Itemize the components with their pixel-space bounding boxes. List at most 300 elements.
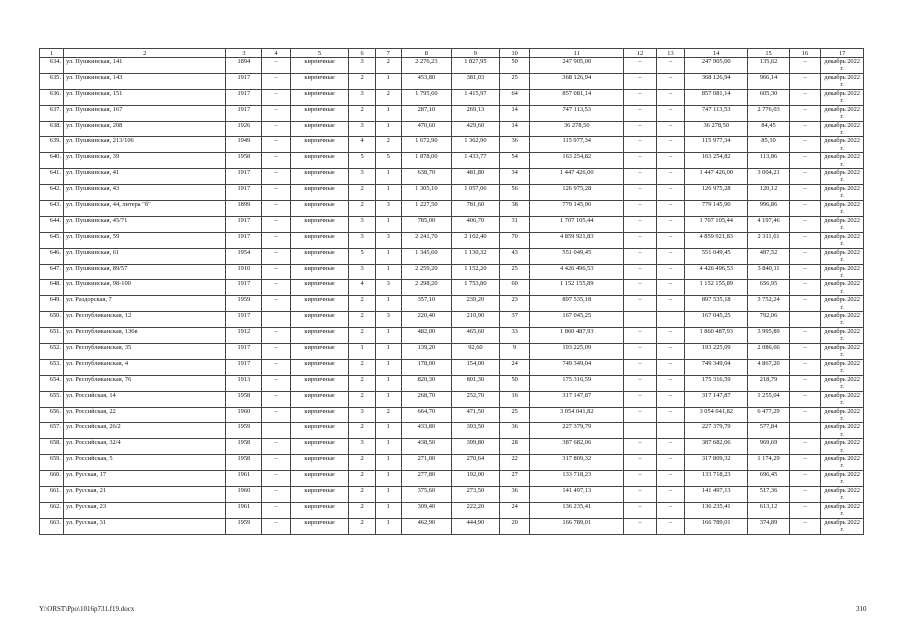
column-number-2: 2 bbox=[63, 49, 225, 58]
row-number-cell: 639. bbox=[40, 137, 64, 153]
entrances-cell: 1 bbox=[375, 471, 401, 487]
total-area-cell: 271,00 bbox=[401, 455, 451, 471]
completion-date-cell: декабрь 2022 г. bbox=[821, 328, 864, 344]
total-cost-cell: 133 718,23 bbox=[530, 471, 624, 487]
completion-date-cell: декабрь 2022 г. bbox=[821, 502, 864, 518]
col-16-cell: – bbox=[789, 518, 821, 534]
regional-fund-cost-cell: 747 113,53 bbox=[685, 105, 748, 121]
cost-per-sqm-cell: 577,84 bbox=[748, 423, 789, 439]
regional-fund-cost-cell: 136 235,41 bbox=[685, 502, 748, 518]
wall-material-cell: кирпичные bbox=[290, 455, 349, 471]
col-12-cell: – bbox=[624, 169, 657, 185]
residents-cell: 24 bbox=[499, 359, 530, 375]
col-13-cell: – bbox=[656, 471, 684, 487]
wall-material-cell: кирпичные bbox=[290, 264, 349, 280]
completion-date-cell: декабрь 2022 г. bbox=[821, 280, 864, 296]
address-cell: ул. Республиканская, 76 bbox=[63, 375, 225, 391]
address-cell: ул. Пушкинская, 43 bbox=[63, 185, 225, 201]
address-cell: ул. Республиканская, 4 bbox=[63, 359, 225, 375]
entrances-cell: 1 bbox=[375, 487, 401, 503]
address-cell: ул. Пушкинская, 44, литера "б" bbox=[63, 201, 225, 217]
table-row bbox=[40, 169, 864, 185]
table-row bbox=[40, 264, 864, 280]
floors-cell: 3 bbox=[349, 89, 375, 105]
col-16-cell: – bbox=[789, 89, 821, 105]
regional-fund-cost-cell: 1 152 155,89 bbox=[685, 280, 748, 296]
regional-fund-cost-cell: 1 860 487,93 bbox=[685, 328, 748, 344]
floors-cell: 3 bbox=[349, 232, 375, 248]
table-row bbox=[40, 328, 864, 344]
total-area-cell: 433,80 bbox=[401, 423, 451, 439]
entrances-cell: 2 bbox=[375, 407, 401, 423]
row-number-cell: 650. bbox=[40, 312, 64, 328]
completion-date-cell: декабрь 2022 г. bbox=[821, 312, 864, 328]
row-number-cell: 655. bbox=[40, 391, 64, 407]
column-number-13: 13 bbox=[656, 49, 684, 58]
col-16-cell: – bbox=[789, 216, 821, 232]
residents-cell: 56 bbox=[499, 185, 530, 201]
total-area-cell: 1 345,60 bbox=[401, 248, 451, 264]
total-area-cell: 462,90 bbox=[401, 518, 451, 534]
completion-date-cell: декабрь 2022 г. bbox=[821, 455, 864, 471]
col-12-cell: – bbox=[624, 359, 657, 375]
col-4-cell: – bbox=[262, 487, 290, 503]
column-number-12: 12 bbox=[624, 49, 657, 58]
col-13-cell: – bbox=[656, 391, 684, 407]
cost-per-sqm-cell: 613,12 bbox=[748, 502, 789, 518]
cost-per-sqm-cell: 996,86 bbox=[748, 201, 789, 217]
living-area-cell: 1 362,90 bbox=[451, 137, 499, 153]
address-cell: ул. Пушкинская, 208 bbox=[63, 121, 225, 137]
floors-cell: 2 bbox=[349, 455, 375, 471]
row-number-cell: 659. bbox=[40, 455, 64, 471]
cost-per-sqm-cell: 966,14 bbox=[748, 73, 789, 89]
col-12-cell: – bbox=[624, 296, 657, 312]
residents-cell: 23 bbox=[499, 296, 530, 312]
residents-cell: 27 bbox=[499, 471, 530, 487]
table-row bbox=[40, 502, 864, 518]
col-4-cell: – bbox=[262, 185, 290, 201]
col-16-cell bbox=[789, 423, 821, 439]
residents-cell: 34 bbox=[499, 169, 530, 185]
table-body bbox=[40, 58, 864, 535]
residents-cell: 25 bbox=[499, 264, 530, 280]
entrances-cell: 1 bbox=[375, 296, 401, 312]
entrances-cell: 1 bbox=[375, 185, 401, 201]
wall-material-cell: кирпичные bbox=[290, 232, 349, 248]
col-13-cell: – bbox=[656, 487, 684, 503]
cost-per-sqm-cell: 3 995,89 bbox=[748, 328, 789, 344]
year-built-cell: 1959 bbox=[226, 296, 262, 312]
year-built-cell: 1958 bbox=[226, 455, 262, 471]
total-cost-cell: 779 145,90 bbox=[530, 201, 624, 217]
col-13-cell: – bbox=[656, 264, 684, 280]
completion-date-cell: декабрь 2022 г. bbox=[821, 216, 864, 232]
row-number-cell: 648. bbox=[40, 280, 64, 296]
address-cell: ул. Раздорская, 7 bbox=[63, 296, 225, 312]
wall-material-cell: кирпичные bbox=[290, 407, 349, 423]
col-13-cell: – bbox=[656, 280, 684, 296]
row-number-cell: 651. bbox=[40, 328, 64, 344]
total-area-cell: 482,00 bbox=[401, 328, 451, 344]
col-12-cell: – bbox=[624, 344, 657, 360]
wall-material-cell: кирпичные bbox=[290, 185, 349, 201]
living-area-cell: 471,50 bbox=[451, 407, 499, 423]
col-12-cell: – bbox=[624, 375, 657, 391]
col-12-cell: – bbox=[624, 137, 657, 153]
regional-fund-cost-cell: 4 859 921,83 bbox=[685, 232, 748, 248]
col-16-cell: – bbox=[789, 391, 821, 407]
living-area-cell: 1 433,77 bbox=[451, 153, 499, 169]
regional-fund-cost-cell: 115 977,34 bbox=[685, 137, 748, 153]
year-built-cell: 1960 bbox=[226, 487, 262, 503]
regional-fund-cost-cell: 227 379,79 bbox=[685, 423, 748, 439]
total-cost-cell: 857 081,14 bbox=[530, 89, 624, 105]
col-12-cell: – bbox=[624, 58, 657, 74]
register-table bbox=[39, 48, 864, 535]
wall-material-cell: кирпичные bbox=[290, 248, 349, 264]
column-number-8: 8 bbox=[401, 49, 451, 58]
total-area-cell: 2 276,23 bbox=[401, 58, 451, 74]
year-built-cell: 1917 bbox=[226, 344, 262, 360]
col-16-cell: – bbox=[789, 185, 821, 201]
regional-fund-cost-cell: 126 975,28 bbox=[685, 185, 748, 201]
cost-per-sqm-cell: 792,06 bbox=[748, 312, 789, 328]
column-number-10: 10 bbox=[499, 49, 530, 58]
address-cell: ул. Русская, 31 bbox=[63, 518, 225, 534]
total-area-cell: 178,00 bbox=[401, 359, 451, 375]
total-cost-cell: 317 809,32 bbox=[530, 455, 624, 471]
regional-fund-cost-cell: 166 789,01 bbox=[685, 518, 748, 534]
year-built-cell: 1910 bbox=[226, 264, 262, 280]
completion-date-cell: декабрь 2022 г. bbox=[821, 137, 864, 153]
wall-material-cell: кирпичные bbox=[290, 105, 349, 121]
total-cost-cell: 141 497,13 bbox=[530, 487, 624, 503]
living-area-cell: 1 753,80 bbox=[451, 280, 499, 296]
cost-per-sqm-cell: 1 174,29 bbox=[748, 455, 789, 471]
total-area-cell: 139,20 bbox=[401, 344, 451, 360]
address-cell: ул. Пушкинская, 141 bbox=[63, 58, 225, 74]
year-built-cell: 1917 bbox=[226, 312, 262, 328]
living-area-cell: 444,90 bbox=[451, 518, 499, 534]
residents-cell: 38 bbox=[499, 201, 530, 217]
total-area-cell: 438,50 bbox=[401, 439, 451, 455]
wall-material-cell: кирпичные bbox=[290, 169, 349, 185]
total-cost-cell: 1 860 487,93 bbox=[530, 328, 624, 344]
floors-cell: 2 bbox=[349, 185, 375, 201]
table-row bbox=[40, 407, 864, 423]
col-13-cell bbox=[656, 312, 684, 328]
completion-date-cell: декабрь 2022 г. bbox=[821, 105, 864, 121]
row-number-cell: 646. bbox=[40, 248, 64, 264]
col-12-cell: – bbox=[624, 201, 657, 217]
col-12-cell: – bbox=[624, 407, 657, 423]
col-13-cell: – bbox=[656, 359, 684, 375]
col-4-cell: – bbox=[262, 216, 290, 232]
completion-date-cell: декабрь 2022 г. bbox=[821, 423, 864, 439]
column-number-7: 7 bbox=[375, 49, 401, 58]
col-16-cell: – bbox=[789, 296, 821, 312]
table-row bbox=[40, 248, 864, 264]
col-13-cell: – bbox=[656, 248, 684, 264]
column-number-4: 4 bbox=[262, 49, 290, 58]
cost-per-sqm-cell: 4 867,20 bbox=[748, 359, 789, 375]
col-16-cell: – bbox=[789, 439, 821, 455]
total-area-cell: 1 878,00 bbox=[401, 153, 451, 169]
col-4-cell: – bbox=[262, 137, 290, 153]
total-cost-cell: 749 349,04 bbox=[530, 359, 624, 375]
row-number-cell: 640. bbox=[40, 153, 64, 169]
floors-cell: 2 bbox=[349, 518, 375, 534]
entrances-cell: 1 bbox=[375, 455, 401, 471]
regional-fund-cost-cell: 3 054 041,82 bbox=[685, 407, 748, 423]
floors-cell: 3 bbox=[349, 264, 375, 280]
row-number-cell: 644. bbox=[40, 216, 64, 232]
entrances-cell: 1 bbox=[375, 169, 401, 185]
wall-material-cell: кирпичные bbox=[290, 73, 349, 89]
regional-fund-cost-cell: 857 081,14 bbox=[685, 89, 748, 105]
cost-per-sqm-cell: 605,30 bbox=[748, 89, 789, 105]
cost-per-sqm-cell: 2 776,03 bbox=[748, 105, 789, 121]
col-4-cell: – bbox=[262, 280, 290, 296]
regional-fund-cost-cell: 141 497,13 bbox=[685, 487, 748, 503]
column-number-6: 6 bbox=[349, 49, 375, 58]
entrances-cell: 1 bbox=[375, 423, 401, 439]
floors-cell: 2 bbox=[349, 328, 375, 344]
col-12-cell: – bbox=[624, 439, 657, 455]
total-area-cell: 820,30 bbox=[401, 375, 451, 391]
col-13-cell: – bbox=[656, 502, 684, 518]
table-row bbox=[40, 344, 864, 360]
address-cell: ул. Пушкинская, 59 bbox=[63, 232, 225, 248]
living-area-cell: 1 827,95 bbox=[451, 58, 499, 74]
wall-material-cell: кирпичные bbox=[290, 312, 349, 328]
floors-cell: 2 bbox=[349, 471, 375, 487]
completion-date-cell: декабрь 2022 г. bbox=[821, 89, 864, 105]
column-number-14: 14 bbox=[685, 49, 748, 58]
row-number-cell: 638. bbox=[40, 121, 64, 137]
total-cost-cell: 4 859 921,83 bbox=[530, 232, 624, 248]
residents-cell: 14 bbox=[499, 105, 530, 121]
total-area-cell: 357,10 bbox=[401, 296, 451, 312]
col-12-cell: – bbox=[624, 328, 657, 344]
col-13-cell: – bbox=[656, 455, 684, 471]
entrances-cell: 2 bbox=[375, 58, 401, 74]
cost-per-sqm-cell: 3 752,24 bbox=[748, 296, 789, 312]
cost-per-sqm-cell: 120,12 bbox=[748, 185, 789, 201]
total-area-cell: 2 298,20 bbox=[401, 280, 451, 296]
living-area-cell: 222,20 bbox=[451, 502, 499, 518]
col-4-cell: – bbox=[262, 518, 290, 534]
table-row bbox=[40, 185, 864, 201]
col-4-cell: – bbox=[262, 264, 290, 280]
completion-date-cell: декабрь 2022 г. bbox=[821, 518, 864, 534]
year-built-cell: 1917 bbox=[226, 280, 262, 296]
year-built-cell: 1917 bbox=[226, 232, 262, 248]
living-area-cell: 429,60 bbox=[451, 121, 499, 137]
col-4-cell bbox=[262, 423, 290, 439]
page-number: 310 bbox=[856, 605, 867, 613]
regional-fund-cost-cell: 749 349,04 bbox=[685, 359, 748, 375]
column-number-9: 9 bbox=[451, 49, 499, 58]
living-area-cell: 393,50 bbox=[451, 423, 499, 439]
column-number-3: 3 bbox=[226, 49, 262, 58]
entrances-cell: 1 bbox=[375, 391, 401, 407]
regional-fund-cost-cell: 779 145,90 bbox=[685, 201, 748, 217]
col-4-cell: – bbox=[262, 471, 290, 487]
total-cost-cell: 227 379,79 bbox=[530, 423, 624, 439]
row-number-cell: 656. bbox=[40, 407, 64, 423]
living-area-cell: 270,64 bbox=[451, 455, 499, 471]
wall-material-cell: кирпичные bbox=[290, 201, 349, 217]
total-cost-cell: 1 152 155,89 bbox=[530, 280, 624, 296]
col-4-cell: – bbox=[262, 455, 290, 471]
col-4-cell: – bbox=[262, 344, 290, 360]
col-16-cell: – bbox=[789, 169, 821, 185]
entrances-cell: 1 bbox=[375, 439, 401, 455]
completion-date-cell: декабрь 2022 г. bbox=[821, 391, 864, 407]
cost-per-sqm-cell: 656,95 bbox=[748, 280, 789, 296]
residents-cell: 36 bbox=[499, 487, 530, 503]
col-4-cell: – bbox=[262, 232, 290, 248]
col-12-cell: – bbox=[624, 248, 657, 264]
col-4-cell: – bbox=[262, 201, 290, 217]
cost-per-sqm-cell: 487,52 bbox=[748, 248, 789, 264]
entrances-cell: 1 bbox=[375, 344, 401, 360]
wall-material-cell: кирпичные bbox=[290, 296, 349, 312]
row-number-cell: 637. bbox=[40, 105, 64, 121]
col-12-cell: – bbox=[624, 391, 657, 407]
address-cell: ул. Российская, 14 bbox=[63, 391, 225, 407]
wall-material-cell: кирпичные bbox=[290, 375, 349, 391]
completion-date-cell: декабрь 2022 г. bbox=[821, 264, 864, 280]
col-16-cell: – bbox=[789, 58, 821, 74]
col-16-cell: – bbox=[789, 232, 821, 248]
wall-material-cell: кирпичные bbox=[290, 89, 349, 105]
table-row bbox=[40, 105, 864, 121]
year-built-cell: 1913 bbox=[226, 375, 262, 391]
total-area-cell: 268,70 bbox=[401, 391, 451, 407]
total-cost-cell: 247 905,00 bbox=[530, 58, 624, 74]
completion-date-cell: декабрь 2022 г. bbox=[821, 344, 864, 360]
floors-cell: 2 bbox=[349, 391, 375, 407]
wall-material-cell: кирпичные bbox=[290, 58, 349, 74]
col-13-cell: – bbox=[656, 375, 684, 391]
living-area-cell: 192,00 bbox=[451, 471, 499, 487]
floors-cell: 2 bbox=[349, 375, 375, 391]
table-row bbox=[40, 471, 864, 487]
table-row bbox=[40, 423, 864, 439]
living-area-cell: 273,50 bbox=[451, 487, 499, 503]
total-cost-cell: 317 147,87 bbox=[530, 391, 624, 407]
total-area-cell: 453,80 bbox=[401, 73, 451, 89]
residents-cell: 54 bbox=[499, 153, 530, 169]
wall-material-cell: кирпичные bbox=[290, 487, 349, 503]
wall-material-cell: кирпичные bbox=[290, 359, 349, 375]
total-area-cell: 470,60 bbox=[401, 121, 451, 137]
total-cost-cell: 175 316,59 bbox=[530, 375, 624, 391]
row-number-cell: 660. bbox=[40, 471, 64, 487]
cost-per-sqm-cell: 85,10 bbox=[748, 137, 789, 153]
row-number-cell: 649. bbox=[40, 296, 64, 312]
residents-cell: 36 bbox=[499, 423, 530, 439]
col-16-cell bbox=[789, 312, 821, 328]
regional-fund-cost-cell: 4 426 496,53 bbox=[685, 264, 748, 280]
cost-per-sqm-cell: 969,69 bbox=[748, 439, 789, 455]
regional-fund-cost-cell: 1 707 105,44 bbox=[685, 216, 748, 232]
row-number-cell: 645. bbox=[40, 232, 64, 248]
regional-fund-cost-cell: 193 225,09 bbox=[685, 344, 748, 360]
year-built-cell: 1961 bbox=[226, 471, 262, 487]
col-12-cell: – bbox=[624, 153, 657, 169]
entrances-cell: 3 bbox=[375, 232, 401, 248]
total-cost-cell: 368 126,94 bbox=[530, 73, 624, 89]
floors-cell: 2 bbox=[349, 201, 375, 217]
floors-cell: 4 bbox=[349, 137, 375, 153]
col-13-cell: – bbox=[656, 185, 684, 201]
table-row bbox=[40, 455, 864, 471]
completion-date-cell: декабрь 2022 г. bbox=[821, 471, 864, 487]
col-4-cell bbox=[262, 312, 290, 328]
completion-date-cell: декабрь 2022 г. bbox=[821, 439, 864, 455]
col-4-cell: – bbox=[262, 73, 290, 89]
residents-cell: 24 bbox=[499, 502, 530, 518]
cost-per-sqm-cell: 3 004,21 bbox=[748, 169, 789, 185]
entrances-cell: 1 bbox=[375, 359, 401, 375]
residents-cell: 22 bbox=[499, 455, 530, 471]
completion-date-cell: декабрь 2022 г. bbox=[821, 407, 864, 423]
floors-cell: 4 bbox=[349, 280, 375, 296]
col-4-cell: – bbox=[262, 296, 290, 312]
col-13-cell: – bbox=[656, 73, 684, 89]
total-area-cell: 2 241,70 bbox=[401, 232, 451, 248]
wall-material-cell: кирпичные bbox=[290, 423, 349, 439]
regional-fund-cost-cell: 368 126,94 bbox=[685, 73, 748, 89]
col-4-cell: – bbox=[262, 121, 290, 137]
cost-per-sqm-cell: 84,45 bbox=[748, 121, 789, 137]
row-number-cell: 662. bbox=[40, 502, 64, 518]
col-12-cell: – bbox=[624, 502, 657, 518]
floors-cell: 2 bbox=[349, 487, 375, 503]
table-row bbox=[40, 137, 864, 153]
table-row bbox=[40, 296, 864, 312]
completion-date-cell: декабрь 2022 г. bbox=[821, 185, 864, 201]
floors-cell: 1 bbox=[349, 344, 375, 360]
year-built-cell: 1917 bbox=[226, 216, 262, 232]
wall-material-cell: кирпичные bbox=[290, 328, 349, 344]
total-cost-cell: 36 278,50 bbox=[530, 121, 624, 137]
row-number-cell: 634. bbox=[40, 58, 64, 74]
entrances-cell: 5 bbox=[375, 153, 401, 169]
total-area-cell: 287,10 bbox=[401, 105, 451, 121]
residents-cell: 31 bbox=[499, 216, 530, 232]
year-built-cell: 1959 bbox=[226, 518, 262, 534]
cost-per-sqm-cell: 374,89 bbox=[748, 518, 789, 534]
year-built-cell: 1894 bbox=[226, 58, 262, 74]
total-cost-cell: 126 975,28 bbox=[530, 185, 624, 201]
total-area-cell: 220,40 bbox=[401, 312, 451, 328]
total-area-cell: 1 227,50 bbox=[401, 201, 451, 217]
wall-material-cell: кирпичные bbox=[290, 391, 349, 407]
completion-date-cell: декабрь 2022 г. bbox=[821, 375, 864, 391]
floors-cell: 2 bbox=[349, 502, 375, 518]
column-number-11: 11 bbox=[530, 49, 624, 58]
floors-cell: 3 bbox=[349, 216, 375, 232]
table-row bbox=[40, 153, 864, 169]
address-cell: ул. Пушкинская, 98-100 bbox=[63, 280, 225, 296]
table-row bbox=[40, 439, 864, 455]
year-built-cell: 1959 bbox=[226, 423, 262, 439]
